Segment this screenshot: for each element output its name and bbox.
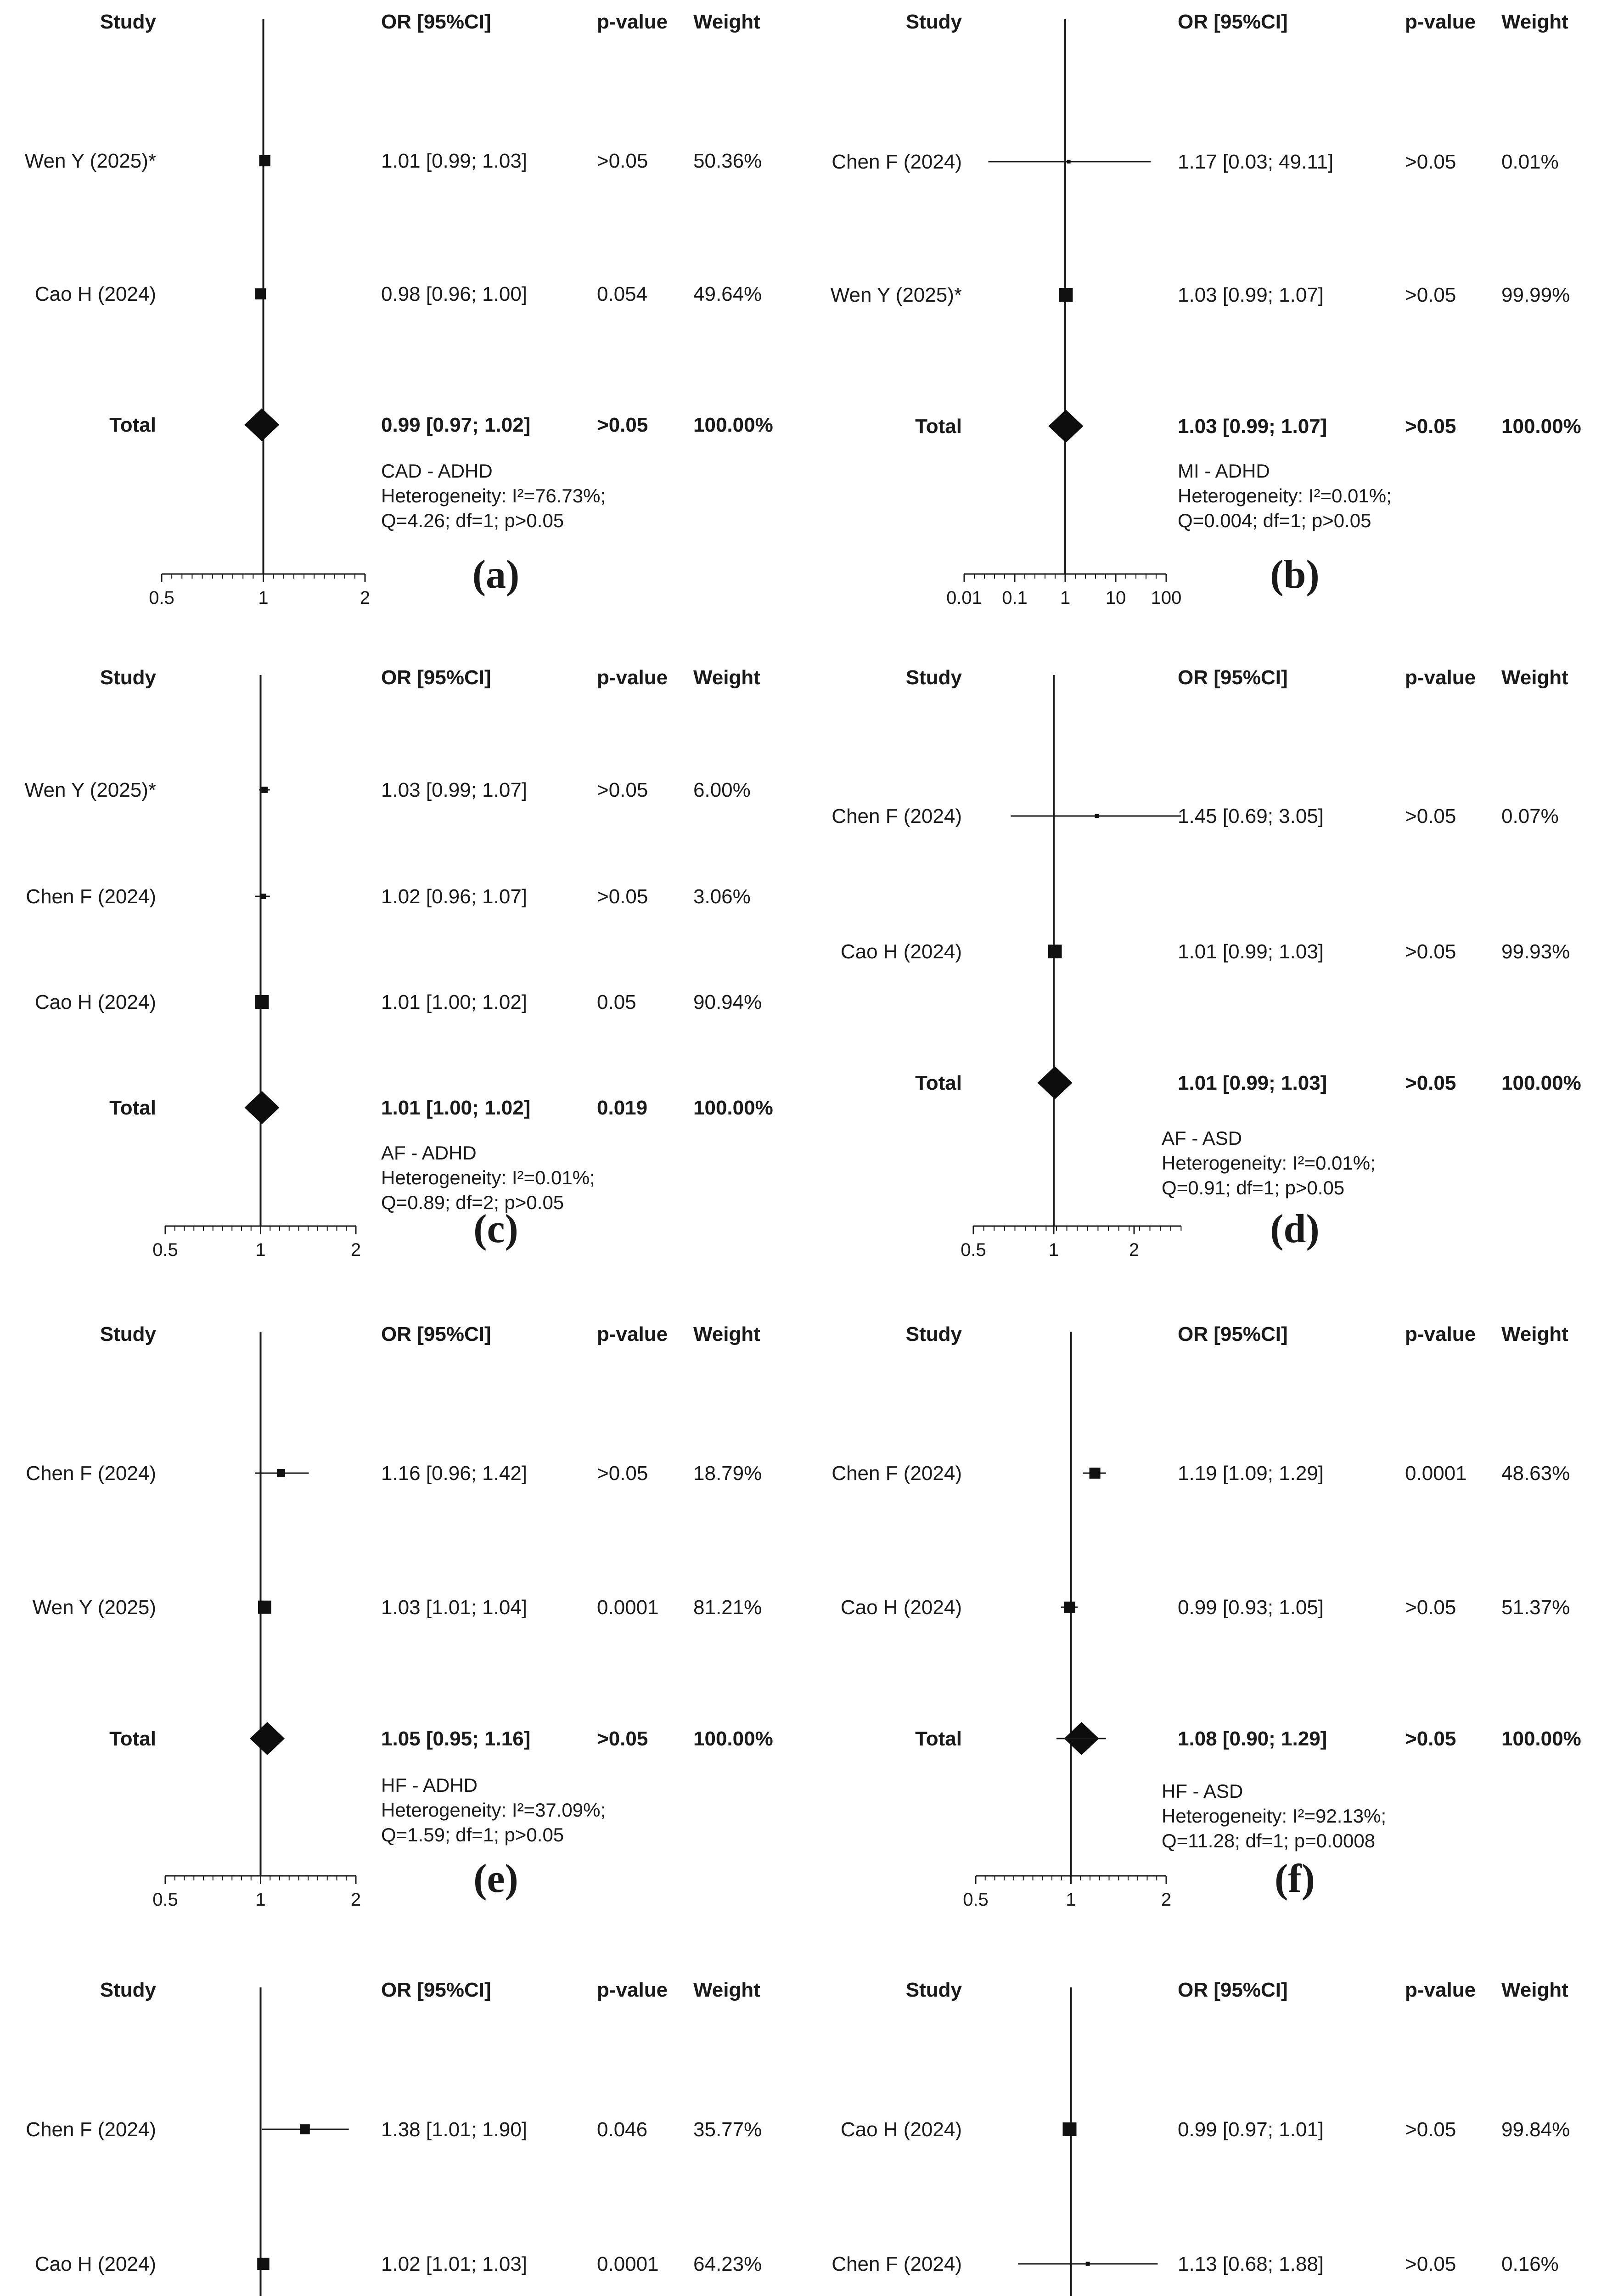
study-p-value: 0.0001 [1405, 1462, 1467, 1485]
total-weight: 100.00% [1501, 1728, 1581, 1750]
forest-panel-c [25, 666, 773, 1260]
heterogeneity-note: Q=0.91; df=1; p>0.05 [1162, 1177, 1345, 1199]
study-or-ci: 1.02 [1.01; 1.03] [381, 2253, 528, 2275]
heterogeneity-note: Q=1.59; df=1; p>0.05 [381, 1824, 564, 1846]
heterogeneity-note: Q=4.26; df=1; p>0.05 [381, 510, 564, 531]
study-name: Wen Y (2025)* [24, 779, 156, 801]
axis-tick-label: 2 [350, 1890, 361, 1910]
header-or: OR [95%CI] [1178, 1979, 1288, 2001]
study-weight: 0.01% [1501, 151, 1559, 173]
study-or-ci: 1.03 [1.01; 1.04] [381, 1596, 528, 1619]
study-name: Chen F (2024) [832, 805, 962, 827]
study-or-ci: 1.13 [0.68; 1.88] [1178, 2253, 1324, 2275]
axis-tick-label: 1 [258, 588, 269, 608]
heterogeneity-note: Q=0.89; df=2; p>0.05 [381, 1192, 564, 1213]
total-label: Total [915, 1728, 962, 1750]
study-name: Chen F (2024) [26, 1462, 156, 1485]
study-name: Cao H (2024) [840, 2118, 962, 2141]
study-weight: 6.00% [693, 779, 751, 801]
study-p-value: >0.05 [597, 150, 648, 172]
study-or-ci: 1.01 [1.00; 1.02] [381, 991, 528, 1013]
study-point-estimate [1067, 160, 1070, 163]
study-weight: 90.94% [693, 991, 762, 1013]
total-label: Total [109, 1728, 156, 1750]
study-weight: 18.79% [693, 1462, 762, 1485]
axis-tick-label: 1 [255, 1240, 266, 1260]
header-weight: Weight [1501, 1323, 1568, 1345]
study-name: Cao H (2024) [34, 991, 156, 1013]
header-p-value: p-value [597, 666, 668, 689]
heterogeneity-note: Heterogeneity: I²=0.01%; [381, 1167, 595, 1188]
heterogeneity-note: Q=11.28; df=1; p=0.0008 [1162, 1830, 1376, 1851]
study-name: Cao H (2024) [840, 940, 962, 963]
study-point-estimate [1090, 1468, 1101, 1479]
header-weight: Weight [1501, 1979, 1568, 2001]
study-point-estimate [255, 995, 269, 1009]
study-point-estimate [1048, 945, 1062, 958]
panel-label: (a) [472, 552, 520, 597]
heterogeneity-note: Q=0.004; df=1; p>0.05 [1178, 510, 1371, 531]
heterogeneity-note: AF - ASD [1162, 1127, 1242, 1149]
study-point-estimate [255, 288, 266, 299]
panel-label: (d) [1270, 1207, 1320, 1251]
header-p-value: p-value [597, 11, 668, 33]
axis-tick-label: 0.5 [963, 1890, 989, 1910]
study-weight: 81.21% [693, 1596, 762, 1619]
study-name: Wen Y (2025)* [24, 150, 156, 172]
header-study: Study [905, 1979, 962, 2001]
header-study: Study [100, 1323, 156, 1345]
total-weight: 100.00% [1501, 415, 1581, 438]
heterogeneity-note: Heterogeneity: I²=37.09%; [381, 1799, 606, 1821]
study-p-value: >0.05 [1405, 284, 1456, 306]
forest-panel-h [832, 1979, 1581, 2296]
forest-panel-g [26, 1979, 773, 2296]
study-point-estimate [262, 787, 268, 793]
total-p-value: 0.019 [597, 1097, 648, 1119]
header-p-value: p-value [1405, 11, 1476, 33]
study-name: Chen F (2024) [26, 885, 156, 908]
axis-tick-label: 2 [360, 588, 371, 608]
study-p-value: >0.05 [1405, 940, 1456, 963]
heterogeneity-note: HF - ADHD [381, 1774, 478, 1796]
total-or-ci: 1.08 [0.90; 1.29] [1178, 1728, 1327, 1750]
panel-label: (b) [1270, 552, 1320, 597]
study-or-ci: 1.45 [0.69; 3.05] [1178, 805, 1324, 827]
study-p-value: >0.05 [1405, 2118, 1456, 2141]
axis-tick-label: 0.5 [152, 1890, 178, 1910]
total-or-ci: 1.01 [0.99; 1.03] [1178, 1072, 1327, 1094]
study-or-ci: 1.17 [0.03; 49.11] [1178, 151, 1334, 173]
study-point-estimate [1086, 2262, 1090, 2266]
forest-panel-e [26, 1323, 773, 1910]
study-p-value: 0.0001 [597, 2253, 659, 2275]
study-weight: 99.93% [1501, 940, 1570, 963]
heterogeneity-note: Heterogeneity: I²=76.73%; [381, 485, 606, 506]
study-p-value: >0.05 [1405, 151, 1456, 173]
header-weight: Weight [1501, 666, 1568, 689]
study-or-ci: 0.98 [0.96; 1.00] [381, 283, 528, 305]
study-or-ci: 0.99 [0.93; 1.05] [1178, 1596, 1324, 1619]
study-point-estimate [1064, 1602, 1075, 1613]
study-name: Wen Y (2025)* [830, 284, 962, 306]
study-point-estimate [259, 155, 270, 166]
total-label: Total [915, 415, 962, 438]
total-weight: 100.00% [693, 1728, 773, 1750]
total-p-value: >0.05 [597, 414, 648, 436]
forest-panel-d [832, 666, 1581, 1260]
heterogeneity-note: Heterogeneity: I²=92.13%; [1162, 1805, 1387, 1827]
header-weight: Weight [693, 1979, 760, 2001]
pooled-diamond [250, 1722, 285, 1755]
study-or-ci: 1.16 [0.96; 1.42] [381, 1462, 528, 1485]
axis-tick-label: 0.01 [946, 588, 982, 608]
header-or: OR [95%CI] [1178, 11, 1288, 33]
axis-tick-label: 1 [1048, 1240, 1059, 1260]
header-study: Study [100, 666, 156, 689]
study-p-value: >0.05 [1405, 805, 1456, 827]
forest-panel-f [832, 1323, 1581, 1910]
header-weight: Weight [1501, 11, 1568, 33]
axis-tick-label: 2 [1161, 1890, 1172, 1910]
header-p-value: p-value [597, 1979, 668, 2001]
study-weight: 0.07% [1501, 805, 1559, 827]
heterogeneity-note: Heterogeneity: I²=0.01%; [1178, 485, 1392, 506]
study-p-value: >0.05 [1405, 1596, 1456, 1619]
total-p-value: >0.05 [1405, 415, 1456, 438]
study-weight: 49.64% [693, 283, 762, 305]
total-weight: 100.00% [693, 414, 773, 436]
study-p-value: >0.05 [1405, 2253, 1456, 2275]
study-p-value: >0.05 [597, 1462, 648, 1485]
study-weight: 50.36% [693, 150, 762, 172]
header-or: OR [95%CI] [381, 11, 491, 33]
header-p-value: p-value [1405, 1323, 1476, 1345]
study-or-ci: 1.19 [1.09; 1.29] [1178, 1462, 1324, 1485]
study-weight: 99.99% [1501, 284, 1570, 306]
axis-tick-label: 100 [1151, 588, 1182, 608]
total-p-value: >0.05 [1405, 1728, 1456, 1750]
header-study: Study [905, 11, 962, 33]
axis-tick-label: 2 [350, 1240, 361, 1260]
total-weight: 100.00% [1501, 1072, 1581, 1094]
study-weight: 48.63% [1501, 1462, 1570, 1485]
header-or: OR [95%CI] [381, 1979, 491, 2001]
axis-tick-label: 1 [1066, 1890, 1076, 1910]
pooled-diamond [1048, 410, 1083, 443]
study-weight: 35.77% [693, 2118, 762, 2141]
study-point-estimate [1095, 814, 1099, 818]
header-study: Study [905, 666, 962, 689]
heterogeneity-note: AF - ADHD [381, 1142, 477, 1164]
study-p-value: >0.05 [597, 779, 648, 801]
study-name: Wen Y (2025) [32, 1596, 156, 1619]
study-name: Chen F (2024) [832, 2253, 962, 2275]
study-point-estimate [258, 1601, 271, 1614]
header-or: OR [95%CI] [381, 666, 491, 689]
panel-label: (f) [1275, 1857, 1315, 1901]
heterogeneity-note: HF - ASD [1162, 1780, 1243, 1802]
axis-tick-label: 1 [255, 1890, 266, 1910]
study-or-ci: 1.38 [1.01; 1.90] [381, 2118, 528, 2141]
study-weight: 0.16% [1501, 2253, 1559, 2275]
study-point-estimate [1062, 2122, 1076, 2136]
study-or-ci: 0.99 [0.97; 1.01] [1178, 2118, 1324, 2141]
header-study: Study [100, 11, 156, 33]
study-p-value: 0.046 [597, 2118, 648, 2141]
panel-label: (e) [473, 1857, 518, 1901]
study-point-estimate [277, 1469, 285, 1477]
axis-tick-label: 2 [1129, 1240, 1140, 1260]
total-or-ci: 1.01 [1.00; 1.02] [381, 1097, 531, 1119]
total-or-ci: 0.99 [0.97; 1.02] [381, 414, 531, 436]
header-or: OR [95%CI] [1178, 666, 1288, 689]
axis-tick-label: 0.5 [149, 588, 174, 608]
study-or-ci: 1.01 [0.99; 1.03] [381, 150, 528, 172]
study-or-ci: 1.02 [0.96; 1.07] [381, 885, 528, 908]
total-or-ci: 1.05 [0.95; 1.16] [381, 1728, 531, 1750]
panel-label: (c) [473, 1207, 518, 1251]
study-name: Cao H (2024) [34, 2253, 156, 2275]
study-or-ci: 1.03 [0.99; 1.07] [381, 779, 528, 801]
study-name: Cao H (2024) [34, 283, 156, 305]
pooled-diamond [244, 408, 279, 441]
study-or-ci: 1.01 [0.99; 1.03] [1178, 940, 1324, 963]
study-p-value: >0.05 [597, 885, 648, 908]
header-study: Study [100, 1979, 156, 2001]
heterogeneity-note: CAD - ADHD [381, 460, 493, 482]
total-p-value: >0.05 [597, 1728, 648, 1750]
study-weight: 64.23% [693, 2253, 762, 2275]
header-p-value: p-value [1405, 666, 1476, 689]
axis-tick-label: 10 [1105, 588, 1126, 608]
total-p-value: >0.05 [1405, 1072, 1456, 1094]
study-weight: 51.37% [1501, 1596, 1570, 1619]
study-name: Chen F (2024) [832, 1462, 962, 1485]
study-weight: 99.84% [1501, 2118, 1570, 2141]
header-study: Study [905, 1323, 962, 1345]
header-or: OR [95%CI] [381, 1323, 491, 1345]
pooled-diamond [244, 1091, 279, 1124]
header-weight: Weight [693, 1323, 760, 1345]
study-point-estimate [1059, 288, 1073, 302]
axis-tick-label: 1 [1060, 588, 1071, 608]
header-weight: Weight [693, 11, 760, 33]
study-p-value: 0.054 [597, 283, 648, 305]
total-label: Total [109, 414, 156, 436]
total-or-ci: 1.03 [0.99; 1.07] [1178, 415, 1327, 438]
heterogeneity-note: Heterogeneity: I²=0.01%; [1162, 1152, 1376, 1174]
study-name: Cao H (2024) [840, 1596, 962, 1619]
study-point-estimate [300, 2124, 310, 2134]
study-weight: 3.06% [693, 885, 751, 908]
pooled-diamond [1038, 1066, 1073, 1099]
study-name: Chen F (2024) [832, 151, 962, 173]
axis-tick-label: 0.1 [1002, 588, 1028, 608]
study-or-ci: 1.03 [0.99; 1.07] [1178, 284, 1324, 306]
forest-panel-a [25, 11, 773, 608]
total-weight: 100.00% [693, 1097, 773, 1119]
forest-panel-b [831, 11, 1581, 608]
header-weight: Weight [693, 666, 760, 689]
study-p-value: 0.0001 [597, 1596, 659, 1619]
study-name: Chen F (2024) [26, 2118, 156, 2141]
total-label: Total [109, 1097, 156, 1119]
study-p-value: 0.05 [597, 991, 636, 1013]
header-p-value: p-value [1405, 1979, 1476, 2001]
study-point-estimate [257, 2258, 269, 2270]
axis-tick-label: 0.5 [152, 1240, 178, 1260]
header-p-value: p-value [597, 1323, 668, 1345]
axis-tick-label: 0.5 [961, 1240, 986, 1260]
study-point-estimate [260, 894, 266, 899]
total-label: Total [915, 1072, 962, 1094]
header-or: OR [95%CI] [1178, 1323, 1288, 1345]
heterogeneity-note: MI - ADHD [1178, 460, 1270, 482]
